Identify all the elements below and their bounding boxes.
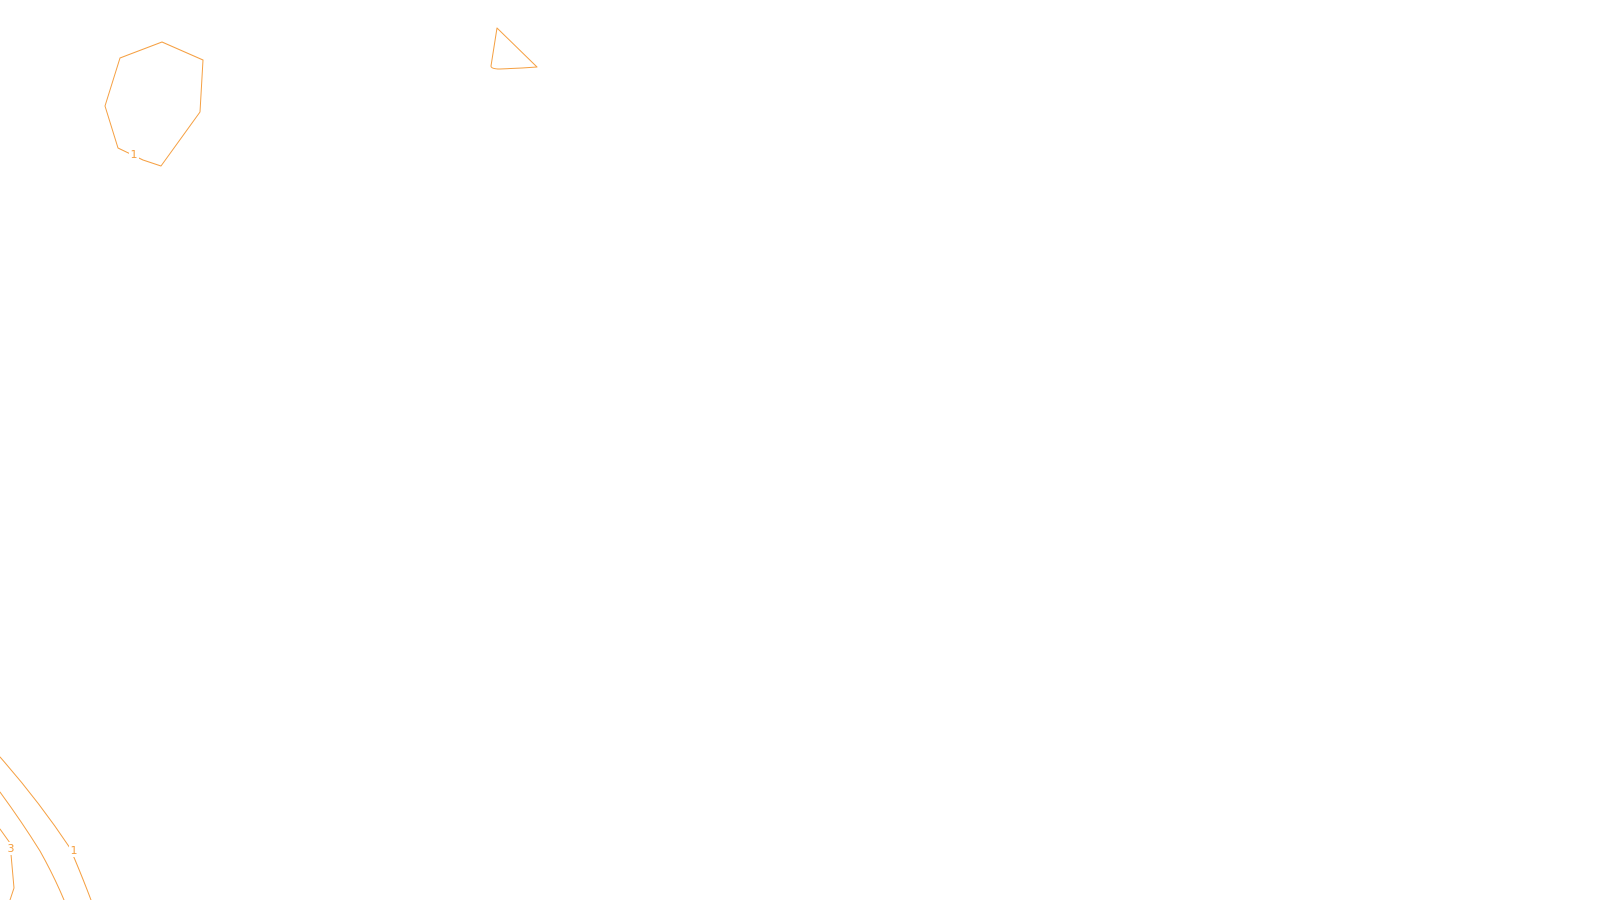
inner-contour-line	[0, 829, 14, 900]
triangle-contour-polygon	[491, 28, 537, 69]
hill-contour-polygon	[105, 42, 203, 166]
inner-contour-label: 3	[7, 842, 15, 855]
outer-contour-label: 1	[70, 844, 78, 857]
hill-contour-label: 1	[130, 148, 138, 161]
